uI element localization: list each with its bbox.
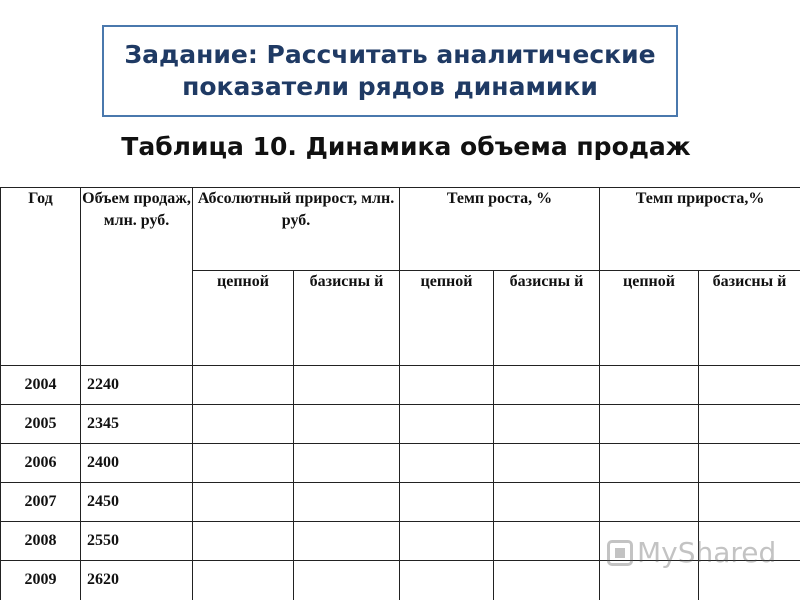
cell-empty	[400, 366, 494, 405]
cell-empty	[400, 561, 494, 600]
cell-year: 2008	[1, 522, 81, 561]
cell-empty	[193, 522, 294, 561]
cell-volume: 2240	[81, 366, 193, 405]
table-title: Таблица 10. Динамика объема продаж	[121, 132, 691, 161]
cell-empty	[193, 444, 294, 483]
task-line-2: показатели рядов динамики	[182, 72, 598, 101]
cell-empty	[294, 522, 400, 561]
cell-year: 2006	[1, 444, 81, 483]
header-absolute-growth: Абсолютный прирост, млн. руб.	[193, 188, 400, 271]
cell-year: 2007	[1, 483, 81, 522]
cell-empty	[600, 444, 699, 483]
cell-volume: 2620	[81, 561, 193, 600]
cell-year: 2005	[1, 405, 81, 444]
cell-empty	[494, 561, 600, 600]
cell-empty	[294, 561, 400, 600]
watermark-text: MyShared	[637, 536, 777, 569]
header-row	[1, 188, 800, 271]
cell-empty	[400, 405, 494, 444]
cell-empty	[600, 483, 699, 522]
header-increase-rate: Темп прироста,%	[600, 188, 800, 271]
table-row	[1, 483, 800, 522]
cell-empty	[699, 444, 800, 483]
cell-volume: 2400	[81, 444, 193, 483]
cell-empty	[193, 483, 294, 522]
cell-empty	[494, 405, 600, 444]
task-box	[102, 25, 678, 117]
cell-empty	[193, 405, 294, 444]
watermark	[607, 536, 776, 569]
header-volume: Объем продаж, млн. руб.	[81, 188, 193, 366]
cell-empty	[600, 405, 699, 444]
subheader-chain: цепной	[400, 271, 494, 366]
cell-empty	[400, 483, 494, 522]
cell-empty	[294, 405, 400, 444]
cell-empty	[494, 366, 600, 405]
cell-empty	[494, 483, 600, 522]
table-row	[1, 444, 800, 483]
cell-volume: 2345	[81, 405, 193, 444]
cell-empty	[294, 366, 400, 405]
cell-volume: 2550	[81, 522, 193, 561]
cell-year: 2004	[1, 366, 81, 405]
cell-empty	[699, 405, 800, 444]
myshared-logo-icon	[607, 540, 633, 566]
cell-empty	[294, 483, 400, 522]
header-year: Год	[1, 188, 81, 366]
table-row	[1, 405, 800, 444]
cell-volume: 2450	[81, 483, 193, 522]
subheader-base: базисны й	[699, 271, 800, 366]
subheader-chain: цепной	[193, 271, 294, 366]
cell-empty	[494, 444, 600, 483]
subheader-base: базисны й	[494, 271, 600, 366]
cell-empty	[294, 444, 400, 483]
cell-empty	[600, 366, 699, 405]
subheader-chain: цепной	[600, 271, 699, 366]
cell-empty	[193, 561, 294, 600]
cell-empty	[699, 483, 800, 522]
cell-empty	[193, 366, 294, 405]
table-row	[1, 366, 800, 405]
cell-empty	[400, 444, 494, 483]
task-line-1: Задание: Рассчитать аналитические	[124, 39, 656, 69]
cell-empty	[699, 366, 800, 405]
header-growth-rate: Темп роста, %	[400, 188, 600, 271]
subheader-base: базисны й	[294, 271, 400, 366]
cell-empty	[400, 522, 494, 561]
cell-year: 2009	[1, 561, 81, 600]
cell-empty	[494, 522, 600, 561]
